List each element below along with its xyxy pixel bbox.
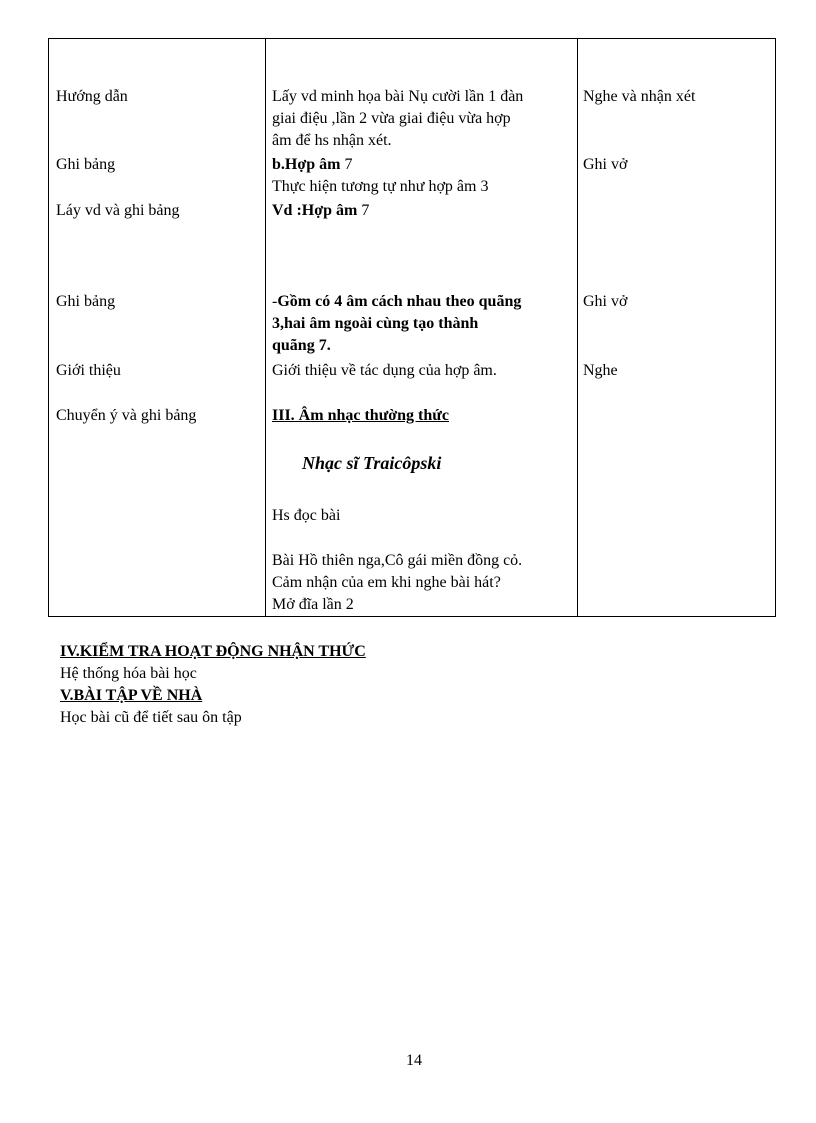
gom-line-2: 3,hai âm ngoài cùng tạo thành xyxy=(272,315,479,332)
bai-line-3: Mở đĩa lần 2 xyxy=(272,596,354,613)
content-line-3: âm để hs nhận xét. xyxy=(272,132,392,149)
column-divider-1 xyxy=(265,39,266,616)
bai-line-2: Cảm nhận của em khi nghe bài hát? xyxy=(272,574,501,591)
gom-text-1: Gồm có 4 âm cách nhau theo quãng xyxy=(277,293,522,310)
teacher-activity-lay-vd: Láy vd và ghi bảng xyxy=(56,202,180,219)
teacher-activity-ghi-bang-2: Ghi bảng xyxy=(56,293,116,310)
section-3-heading: III. Âm nhạc thường thức xyxy=(272,407,449,424)
section-4-heading: IV.KIỂM TRA HOẠT ĐỘNG NHẬN THỨC xyxy=(60,643,366,660)
student-activity-nghe-nhan-xet: Nghe và nhận xét xyxy=(583,88,696,105)
he-thong-hoa-text: Hệ thống hóa bài học xyxy=(60,665,197,682)
gom-line-1 xyxy=(272,291,521,313)
tac-dung-line: Giới thiệu về tác dụng của hợp âm. xyxy=(272,362,497,379)
content-line-2: giai điệu ,lần 2 vừa giai điệu vừa hợp xyxy=(272,110,511,127)
gom-dash: - xyxy=(272,293,278,310)
hoc-bai-text: Học bài cũ để tiết sau ôn tập xyxy=(60,709,242,726)
vd-label: Vd :Hợp âm xyxy=(272,202,358,219)
content-line-5: Thực hiện tương tự như hợp âm 3 xyxy=(272,178,489,195)
student-activity-nghe: Nghe xyxy=(583,362,618,379)
hop-am-heading xyxy=(272,154,352,176)
vd-heading xyxy=(272,200,369,222)
teacher-activity-ghi-bang-1: Ghi bảng xyxy=(56,156,116,173)
content-line-1: Lấy vd minh họa bài Nụ cười lần 1 đàn xyxy=(272,88,524,105)
student-activity-ghi-vo-1: Ghi vở xyxy=(583,156,628,173)
teacher-activity-chuyen-y: Chuyển ý và ghi bảng xyxy=(56,407,197,424)
hop-am-label: b.Hợp âm xyxy=(272,156,341,173)
teacher-activity-gioi-thieu: Giới thiệu xyxy=(56,362,121,379)
bai-line-1: Bài Hồ thiên nga,Cô gái miền đồng cỏ. xyxy=(272,552,523,569)
column-divider-2 xyxy=(577,39,578,616)
section-5-heading: V.BÀI TẬP VỀ NHÀ xyxy=(60,687,203,704)
hs-doc-bai: Hs đọc bài xyxy=(272,507,341,524)
teacher-activity-huong-dan: Hướng dẫn xyxy=(56,88,128,105)
hop-am-number: 7 xyxy=(340,156,353,173)
student-activity-ghi-vo-2: Ghi vở xyxy=(583,293,628,310)
composer-title: Nhạc sĩ Traicôpski xyxy=(302,453,442,473)
gom-line-3: quãng 7. xyxy=(272,337,331,354)
vd-number: 7 xyxy=(357,202,370,219)
page-number: 14 xyxy=(406,1052,422,1069)
